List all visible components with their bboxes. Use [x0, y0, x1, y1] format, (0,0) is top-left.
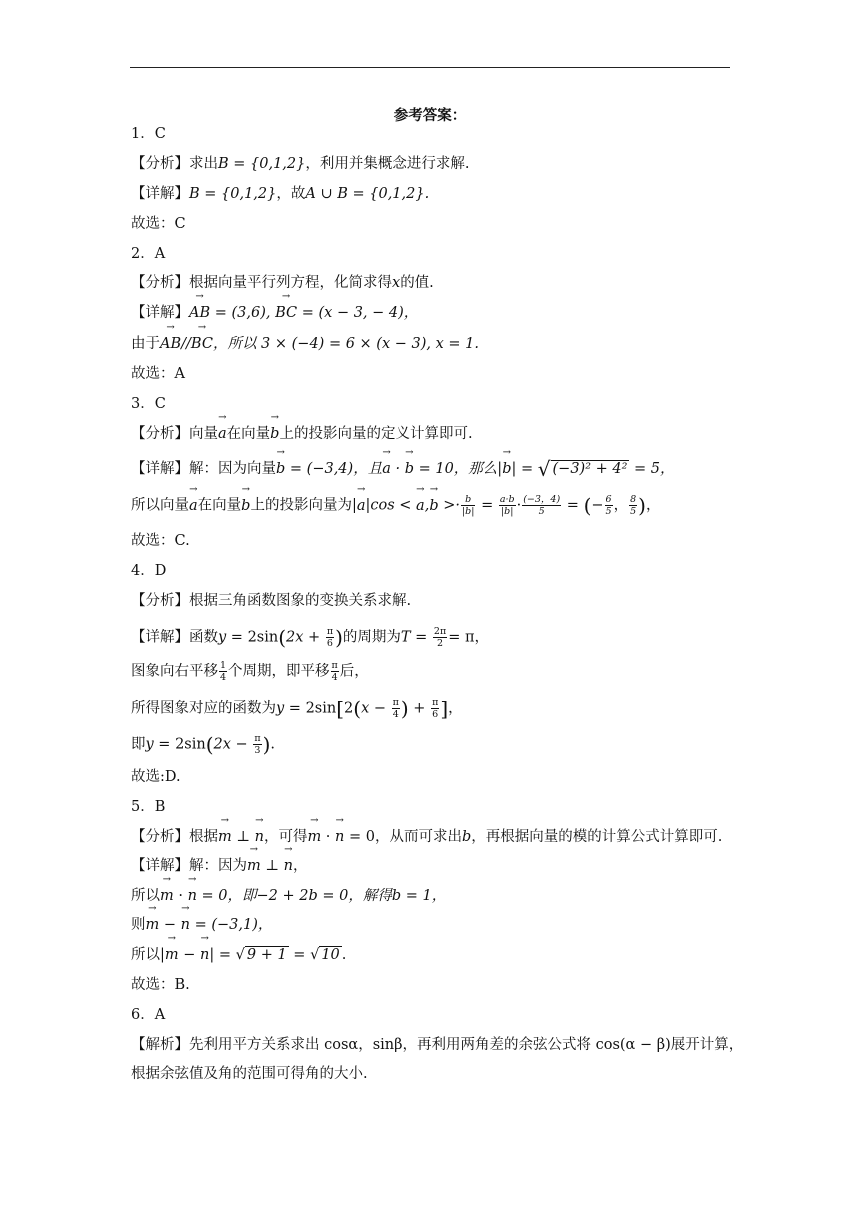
- q3-line2-e: >·: [438, 497, 460, 514]
- fraction: $\frac{2\pi}{2}$: [433, 626, 447, 649]
- q1-detail-set: B = {0,1,2}: [189, 186, 277, 202]
- q1-analysis-suffix: ，利用并集概念进行求解.: [305, 156, 470, 172]
- q5-analysis-b: ，可得: [263, 829, 308, 845]
- vector-b: → b: [429, 496, 438, 516]
- vector-a: → a: [382, 459, 391, 479]
- vector-BC: → BC: [191, 334, 213, 354]
- q5-line4: 所以|: [131, 947, 165, 963]
- q4-detail-c: = π，: [448, 629, 490, 646]
- q3-projection: 所以向量→ a在向量→ b上的投影向量为|→ a|cos < → a,→ b >· $\frac{b}{|b|}$ = $\frac{a\cdot b}{|b|}$ · $\frac{(-3,4)}{5}$ = (− $\frac{6}{5}$ ， $\frac{8}{5}$ )，: [131, 494, 660, 517]
- vector-b: → b: [502, 459, 511, 479]
- detail-tag: 【详解】: [131, 186, 189, 202]
- q3-detail-e: = 5，: [629, 461, 675, 477]
- q4-line2-b: 个周期，即平移: [228, 663, 330, 680]
- q4-simplified: 即y = 2sin(2x − $\frac{\pi}{3}$ ).: [131, 732, 275, 757]
- answer-6: 6．A: [131, 1007, 166, 1023]
- q2-ab-value: = (3,6),: [214, 305, 276, 321]
- q4-shift: [131, 660, 369, 683]
- q4-analysis-text: 根据三角函数图象的变换关系求解.: [189, 593, 412, 609]
- vector-m: → m: [307, 827, 321, 847]
- vector-b: → b: [241, 496, 250, 516]
- q3-sqrt: (−3)² + 4²: [552, 461, 628, 477]
- q6-jiexi: [131, 1035, 743, 1055]
- fraction: $\frac{\pi}{6}$: [432, 697, 439, 720]
- q6-line2: 根据余弦值及角的范围可得角的大小.: [131, 1066, 368, 1082]
- q5-line3: 则: [131, 917, 146, 933]
- q5-line4-c: =: [288, 947, 311, 963]
- q3-analysis: [131, 424, 473, 444]
- analysis-tag: 【分析】: [131, 275, 189, 291]
- answer-1: 1．C: [131, 126, 166, 142]
- q2-analysis-suffix: 的值.: [400, 275, 434, 291]
- analysis-tag: 【分析】: [131, 593, 189, 609]
- q2-line3-prefix: 由于: [131, 336, 160, 352]
- q4-line3-a: 所得图象对应的函数为: [131, 700, 276, 717]
- q5-line3-b: = (−3,1)，: [189, 917, 273, 933]
- vector-n: → n: [284, 856, 293, 876]
- fraction: $\frac{\pi}{4}$: [392, 697, 399, 720]
- q5-dot: 所以→ m · → n = 0，即−2 + 2b = 0，解得b = 1，: [131, 886, 446, 906]
- fraction: $\frac{\pi}{3}$: [254, 733, 261, 756]
- q3-detail: 【详解】解：因为向量→ b = (−3,4)，且→ a · → b = 10，那么|→ b| = √ (−3)² + 4² = 5，: [131, 459, 675, 479]
- answer-4: 4．D: [131, 563, 167, 579]
- q1-set-expr: B = {0,1,2}: [218, 156, 306, 172]
- fraction: $\frac{(-3,4)}{5}$: [523, 494, 561, 517]
- q3-detail-d: | =: [511, 461, 538, 477]
- q3-line2-c: 上的投影向量为|: [250, 497, 357, 514]
- detail-tag: 【详解】: [131, 858, 189, 874]
- q5-analysis-c: = 0，从而可求出: [344, 829, 462, 845]
- fraction: $\frac{\pi}{4}$: [331, 660, 338, 683]
- q5-analysis-d: ，再根据向量的模的计算公式计算即可.: [471, 829, 723, 845]
- q5-sqrt2: 10: [321, 947, 340, 963]
- answer-5: 5．B: [131, 799, 166, 815]
- vector-m: → m: [165, 945, 179, 965]
- q3-line2-d: |cos <: [365, 497, 417, 514]
- q5-line2-b: = 0，即−2 + 2b = 0，解得b = 1，: [196, 888, 447, 904]
- vector-a: → a: [218, 424, 227, 444]
- vector-m: → m: [160, 886, 174, 906]
- vector-b: → b: [270, 424, 279, 444]
- vector-b: → b: [276, 459, 285, 479]
- q1-analysis-text: 求出: [189, 156, 218, 172]
- vector-n: → n: [181, 915, 190, 935]
- q2-detail: [131, 303, 418, 323]
- q1-detail-mid: ，故: [276, 186, 306, 202]
- fraction: $\frac{1}{4}$: [220, 660, 227, 683]
- detail-tag: 【详解】: [131, 461, 189, 477]
- analysis-tag: 【分析】: [131, 426, 189, 442]
- analysis-tag: 【分析】: [131, 156, 189, 172]
- q3-analysis-a: 向量: [189, 426, 218, 442]
- answer-2: 2．A: [131, 246, 166, 262]
- q3-conclusion: 故选：C.: [131, 533, 190, 549]
- q5-detail: 【详解】解：因为→ m ⊥ → n，: [131, 856, 307, 876]
- q4-result: 所得图象对应的函数为y = 2sin[2(x − $\frac{\pi}{4}$ ) + $\frac{\pi}{6}$ ]，: [131, 696, 463, 721]
- q5-sqrt1: 9 + 1: [246, 947, 287, 963]
- q5-line4-b: | =: [209, 947, 236, 963]
- fraction: $\frac{b}{|b|}$: [461, 494, 475, 517]
- detail-tag: 【详解】: [131, 305, 189, 321]
- q3-analysis-c: 上的投影向量的定义计算即可.: [279, 426, 473, 442]
- q3-analysis-b: 在向量: [226, 426, 271, 442]
- vector-n: → n: [335, 827, 344, 847]
- q5-detail-a: 解：因为: [189, 858, 247, 874]
- q6-line1: 先利用平方关系求出 cosα，sinβ，再利用两角差的余弦公式将 cos(α − β)展开计算，: [189, 1037, 744, 1053]
- vector-b: → b: [405, 459, 414, 479]
- vector-m: → m: [218, 827, 232, 847]
- q4-detail-b: 的周期为: [342, 629, 401, 646]
- q5-line4-d: .: [341, 947, 347, 963]
- q1-union: A ∪ B = {0,1,2}.: [305, 186, 430, 202]
- q5-diff: 则→ m − → n = (−3,1)，: [131, 915, 272, 935]
- detail-tag: 【详解】: [131, 629, 189, 646]
- vector-n: → n: [200, 945, 209, 965]
- page-title: 参考答案：: [393, 107, 467, 124]
- q2-var: x: [392, 275, 401, 291]
- q1-detail: [131, 184, 429, 204]
- q5-analysis: 【分析】根据→ m ⊥ → n，可得→ m · → n = 0，从而可求出b，再根据向量的模的计算公式计算即可.: [131, 827, 722, 847]
- q5-conclusion: 故选：B.: [131, 977, 190, 993]
- q2-bc-value: = (x − 3, − 4)，: [301, 305, 419, 321]
- q3-detail-c: = 10，那么|: [413, 461, 503, 477]
- vector-n: → n: [255, 827, 264, 847]
- q4-line4-a: 即: [131, 736, 146, 753]
- vector-a: → a: [357, 496, 366, 516]
- q1-conclusion: 故选：C: [131, 216, 186, 232]
- vector-a: → a: [416, 496, 425, 516]
- q4-detail: 【详解】函数y = 2sin(2x + $\frac{\pi}{6}$ )的周期为T = $\frac{2\pi}{2}$ = π，: [131, 625, 490, 650]
- q2-line3-eq: ，所以 3 × (−4) = 6 × (x − 3), x = 1.: [212, 336, 479, 352]
- q4-line2-a: 图象向右平移: [131, 663, 218, 680]
- vector-BC: → BC: [275, 303, 297, 323]
- q2-parallel: 由于→ AB//→ BC，所以 3 × (−4) = 6 × (x − 3), x = 1.: [131, 334, 479, 354]
- q3-line2-b: 在向量: [197, 497, 242, 514]
- q3-line2-a: 所以向量: [131, 497, 189, 514]
- vector-m: → m: [247, 856, 261, 876]
- q4-analysis: [131, 591, 411, 611]
- q5-modulus: 所以|→ m − → n| = √ 9 + 1 = √ 10 .: [131, 945, 346, 965]
- q4-line2-c: 后，: [339, 663, 369, 680]
- q1-analysis: [131, 154, 469, 174]
- fraction: $\frac{a\cdot b}{|b|}$: [499, 494, 515, 517]
- vector-AB: → AB: [189, 303, 210, 323]
- q2-conclusion: 故选：A: [131, 366, 185, 382]
- q3-detail-b: = (−3,4)，且: [285, 461, 383, 477]
- fraction: $\frac{8}{5}$: [630, 494, 637, 517]
- q2-analysis-text: 根据向量平行列方程，化简求得: [189, 275, 392, 291]
- q5-analysis-a: 根据: [189, 829, 218, 845]
- vector-a: → a: [189, 496, 198, 516]
- vector-AB: → AB: [160, 334, 181, 354]
- q4-conclusion: 故选:D.: [131, 769, 181, 785]
- answer-3: 3．C: [131, 396, 166, 412]
- q2-analysis: [131, 273, 434, 293]
- fraction: $\frac{6}{5}$: [605, 494, 612, 517]
- vector-m: → m: [146, 915, 160, 935]
- analysis-tag: 【分析】: [131, 829, 189, 845]
- fraction: $\frac{\pi}{6}$: [326, 626, 334, 649]
- top-rule: [130, 67, 730, 68]
- jiexi-tag: 【解析】: [131, 1037, 189, 1053]
- q5-line2: 所以: [131, 888, 160, 904]
- q4-detail-a: 函数: [189, 629, 218, 646]
- q3-detail-a: 解：因为向量: [189, 461, 276, 477]
- vector-n: → n: [188, 886, 197, 906]
